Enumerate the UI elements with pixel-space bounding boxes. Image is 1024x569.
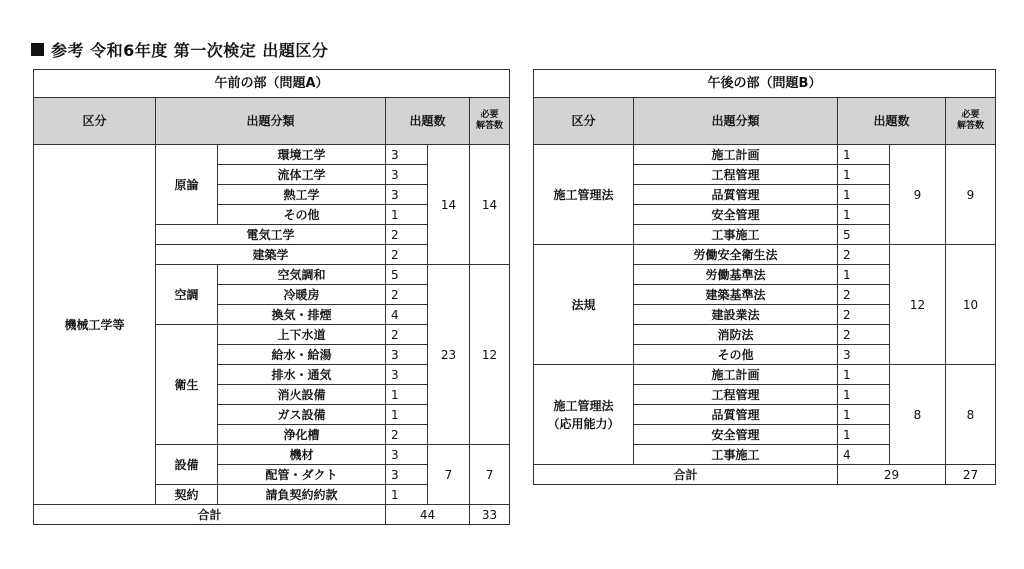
header-required: 必要 解答数 xyxy=(946,98,996,145)
item-count: 1 xyxy=(386,385,428,405)
item-cell: 建築学 xyxy=(156,245,386,265)
item-cell: 浄化槽 xyxy=(218,425,386,445)
item-cell: 労働基準法 xyxy=(634,265,838,285)
item-count: 3 xyxy=(386,145,428,165)
page-heading xyxy=(31,38,328,61)
item-count: 1 xyxy=(838,165,890,185)
item-cell: 建築基準法 xyxy=(634,285,838,305)
item-cell: 消火設備 xyxy=(218,385,386,405)
table-title: 午前の部（問題A） xyxy=(34,70,510,98)
total-count: 44 xyxy=(386,505,470,525)
group-required: 10 xyxy=(946,245,996,365)
page-title: 参考 令和6年度 第一次検定 出題区分 xyxy=(51,41,329,60)
item-cell: 配管・ダクト xyxy=(218,465,386,485)
item-count: 3 xyxy=(386,165,428,185)
item-cell: 施工計画 xyxy=(634,145,838,165)
item-count: 3 xyxy=(386,465,428,485)
item-cell: 機材 xyxy=(218,445,386,465)
subcategory-cell: 契約 xyxy=(156,485,218,505)
category-cell: 法規 xyxy=(534,245,634,365)
item-count: 4 xyxy=(838,445,890,465)
header-category: 区分 xyxy=(34,98,156,145)
group-required: 7 xyxy=(470,445,510,505)
item-cell: その他 xyxy=(634,345,838,365)
item-cell: 給水・給湯 xyxy=(218,345,386,365)
total-label: 合計 xyxy=(534,465,838,485)
subcategory-cell: 衛生 xyxy=(156,325,218,445)
item-cell: 安全管理 xyxy=(634,205,838,225)
group-count: 12 xyxy=(890,245,946,365)
group-count: 9 xyxy=(890,145,946,245)
subcategory-cell: 設備 xyxy=(156,445,218,485)
item-count: 2 xyxy=(838,305,890,325)
item-cell: 請負契約約款 xyxy=(218,485,386,505)
item-count: 3 xyxy=(386,185,428,205)
item-count: 2 xyxy=(838,285,890,305)
header-classification: 出題分類 xyxy=(634,98,838,145)
item-count: 5 xyxy=(386,265,428,285)
total-required: 27 xyxy=(946,465,996,485)
header-category: 区分 xyxy=(534,98,634,145)
item-count: 1 xyxy=(838,385,890,405)
item-count: 2 xyxy=(838,245,890,265)
item-count: 3 xyxy=(386,365,428,385)
item-cell: 品質管理 xyxy=(634,405,838,425)
category-cell: 施工管理法 xyxy=(534,145,634,245)
item-count: 2 xyxy=(386,325,428,345)
item-count: 4 xyxy=(386,305,428,325)
item-cell: その他 xyxy=(218,205,386,225)
table-title: 午後の部（問題B） xyxy=(534,70,996,98)
group-count: 23 xyxy=(428,265,470,445)
item-cell: 工程管理 xyxy=(634,165,838,185)
item-cell: 換気・排煙 xyxy=(218,305,386,325)
item-count: 1 xyxy=(838,425,890,445)
afternoon-exam-table xyxy=(533,69,996,485)
item-cell: 電気工学 xyxy=(156,225,386,245)
item-count: 1 xyxy=(838,145,890,165)
group-required: 8 xyxy=(946,365,996,465)
group-count: 14 xyxy=(428,145,470,265)
group-count: 7 xyxy=(428,445,470,505)
item-cell: 工事施工 xyxy=(634,225,838,245)
item-count: 2 xyxy=(386,225,428,245)
item-count: 1 xyxy=(838,205,890,225)
item-count: 1 xyxy=(838,265,890,285)
item-cell: 工事施工 xyxy=(634,445,838,465)
item-count: 1 xyxy=(386,405,428,425)
total-count: 29 xyxy=(838,465,946,485)
item-count: 3 xyxy=(386,445,428,465)
category-cell: 機械工学等 xyxy=(34,145,156,505)
item-count: 3 xyxy=(386,345,428,365)
item-count: 1 xyxy=(838,405,890,425)
total-required: 33 xyxy=(470,505,510,525)
item-cell: 工程管理 xyxy=(634,385,838,405)
item-count: 5 xyxy=(838,225,890,245)
item-cell: 消防法 xyxy=(634,325,838,345)
item-cell: 環境工学 xyxy=(218,145,386,165)
total-label: 合計 xyxy=(34,505,386,525)
item-cell: 品質管理 xyxy=(634,185,838,205)
header-count: 出題数 xyxy=(838,98,946,145)
header-required: 必要 解答数 xyxy=(470,98,510,145)
group-count: 8 xyxy=(890,365,946,465)
group-required: 12 xyxy=(470,265,510,445)
group-required: 9 xyxy=(946,145,996,245)
group-required: 14 xyxy=(470,145,510,265)
header-count: 出題数 xyxy=(386,98,470,145)
item-count: 1 xyxy=(838,185,890,205)
item-cell: 上下水道 xyxy=(218,325,386,345)
item-cell: 熱工学 xyxy=(218,185,386,205)
item-count: 2 xyxy=(386,425,428,445)
item-cell: 排水・通気 xyxy=(218,365,386,385)
item-count: 2 xyxy=(386,285,428,305)
item-count: 1 xyxy=(386,205,428,225)
item-cell: 安全管理 xyxy=(634,425,838,445)
item-count: 2 xyxy=(838,325,890,345)
item-count: 1 xyxy=(838,365,890,385)
category-cell: 施工管理法 （応用能力） xyxy=(534,365,634,465)
item-cell: 流体工学 xyxy=(218,165,386,185)
item-count: 2 xyxy=(386,245,428,265)
item-cell: 労働安全衛生法 xyxy=(634,245,838,265)
header-classification: 出題分類 xyxy=(156,98,386,145)
item-cell: 施工計画 xyxy=(634,365,838,385)
square-bullet-icon xyxy=(31,43,44,56)
item-cell: 冷暖房 xyxy=(218,285,386,305)
subcategory-cell: 空調 xyxy=(156,265,218,325)
item-count: 1 xyxy=(386,485,428,505)
morning-exam-table xyxy=(33,69,510,525)
item-cell: 建設業法 xyxy=(634,305,838,325)
item-cell: 空気調和 xyxy=(218,265,386,285)
item-cell: ガス設備 xyxy=(218,405,386,425)
subcategory-cell: 原論 xyxy=(156,145,218,225)
item-count: 3 xyxy=(838,345,890,365)
